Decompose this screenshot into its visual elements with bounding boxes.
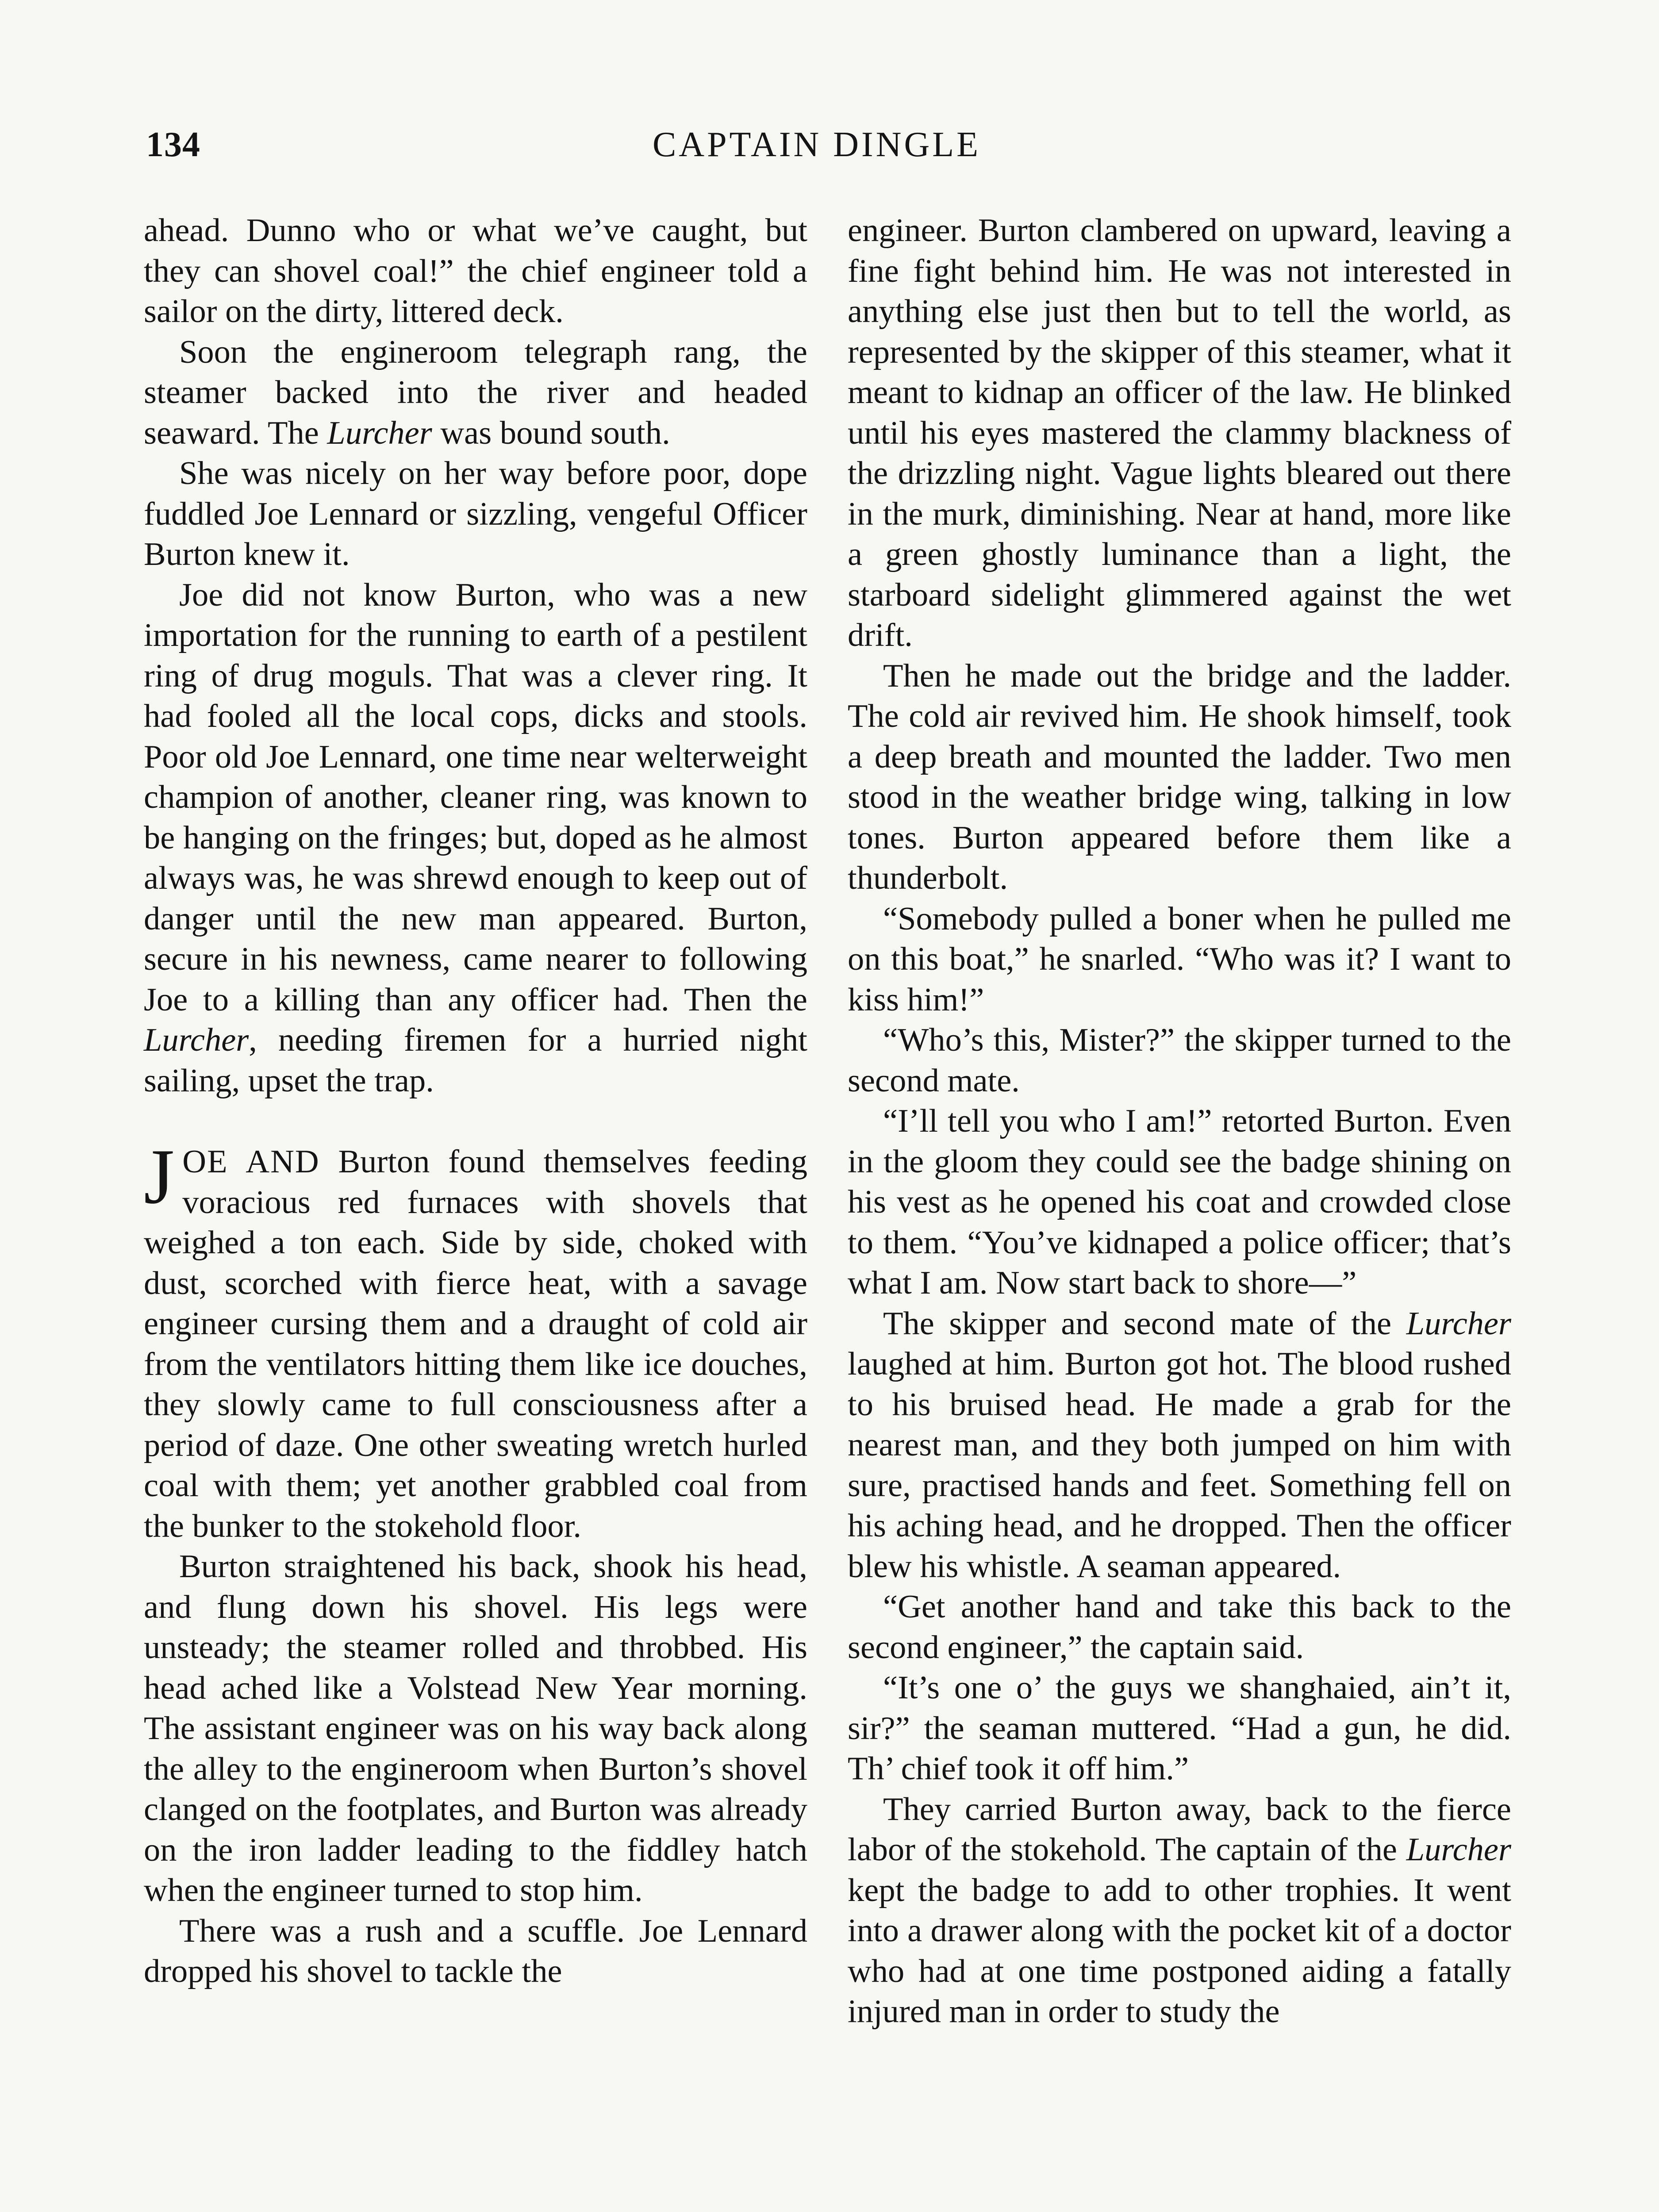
running-title: CAPTAIN DINGLE bbox=[653, 125, 981, 164]
paragraph bbox=[144, 332, 807, 454]
right-column bbox=[848, 211, 1511, 2032]
ship-name: Lurcher bbox=[327, 415, 432, 451]
paragraph-text: kept the badge to add to other trophies. It went into a drawer along with the pocket kit of a doctor who had at one time postponed aiding a fatally injured man in order to study the bbox=[848, 1872, 1511, 2030]
paragraph bbox=[848, 1790, 1511, 2032]
small-caps-lead: OE AND bbox=[182, 1144, 320, 1180]
ship-name: Lurcher bbox=[1406, 1832, 1511, 1868]
paragraph-text: They carried Burton away, back to the fierce labor of the stokehold. The captain of the bbox=[848, 1791, 1511, 1868]
paragraph-text: Burton found themselves feeding voracious red furnaces with shovels that weighed a ton each. Side by side, choked with dust, scorched with fierce heat, with a savage engineer cursing them and a draught of cold air from the ventilators hitting them like ice douches, they slowly came to full consciousness after a period of daze. One other sweating wretch hurled coal with them; yet another grabbled coal from the bunker to the stokehold floor. bbox=[144, 1144, 807, 1544]
paragraph-text: Soon the engineroom telegraph rang, the steamer backed into the river and headed seaward. The bbox=[144, 334, 807, 451]
paragraph-text: The skipper and second mate of the bbox=[883, 1305, 1406, 1342]
paragraph-text: Joe did not know Burton, who was a new importation for the running to earth of a pestilent ring of drug moguls. That was a clever ring. It had fooled all the local cops, dicks and stools. Poor old Joe Lennard, one time near welterweight champion of another, cleaner ring, was known to be hanging on the fringes; but, doped as he almost always was, he was shrewd enough to keep out of danger until the new man appeared. Burton, secure in his newness, came nearer to following Joe to a killing than any officer had. Then the bbox=[144, 576, 807, 1018]
ship-name: Lurcher bbox=[1406, 1305, 1511, 1342]
paragraph: “Somebody pulled a boner when he pulled me on this boat,” he snarled. “Who was it? I want to kiss him!” bbox=[848, 900, 1511, 1018]
paragraph: “Who’s this, Mister?” the skipper turned to the second mate. bbox=[848, 1022, 1511, 1099]
ship-name: Lurcher bbox=[144, 1022, 249, 1058]
paragraph: “It’s one o’ the guys we shanghaied, ain’t it, sir?” the seaman muttered. “Had a gun, he did. Th’ chief took it off him.” bbox=[848, 1670, 1511, 1787]
paragraph: Burton straightened his back, shook his head, and flung down his shovel. His legs were unsteady; the steamer rolled and throbbed. His head ached like a Volstead New Year morning. The assistant engineer was on his way back along the alley to the engineroom when Burton’s shovel clanged on the footplates, and Burton was already on the iron ladder leading to the fiddley hatch when the engineer turned to stop him. bbox=[144, 1548, 807, 1909]
page-number: 134 bbox=[146, 125, 200, 164]
paragraph: ahead. Dunno who or what we’ve caught, but they can shovel coal!” the chief engineer told a sailor on the dirty, littered deck. bbox=[144, 212, 807, 330]
paragraph: “I’ll tell you who I am!” retorted Burton. Even in the gloom they could see the badge shining on his vest as he opened his coat and crowded close to them. “You’ve kidnaped a police officer; that’s what I am. Now start back to shore—” bbox=[848, 1103, 1511, 1301]
paragraph: engineer. Burton clambered on upward, leaving a fine fight behind him. He was not interested in anything else just then but to tell the world, as represented by the skipper of this steamer, what it meant to kidnap an officer of the law. He blinked until his eyes mastered the clammy blackness of the drizzling night. Vague lights bleared out there in the murk, diminishing. Near at hand, more like a green ghostly luminance than a light, the starboard sidelight glimmered against the wet drift. bbox=[848, 212, 1511, 653]
paragraph bbox=[144, 575, 807, 1102]
section-opening-paragraph bbox=[144, 1133, 807, 1547]
paragraph: Then he made out the bridge and the ladder. The cold air revived him. He shook himself, took a deep breath and mounted the ladder. Two men stood in the weather bridge wing, talking in low tones. Burton appeared before them like a thunderbolt. bbox=[848, 657, 1511, 896]
paragraph: There was a rush and a scuffle. Joe Lennard dropped his shovel to tackle the bbox=[144, 1912, 807, 1989]
paragraph-text: was bound south. bbox=[432, 415, 670, 451]
paragraph bbox=[848, 1304, 1511, 1587]
paragraph-text: laughed at him. Burton got hot. The blood rushed to his bruised head. He made a grab for the nearest man, and they both jumped on him with sure, practised hands and feet. Something fell on his aching head, and he dropped. Then the officer blew his whistle. A seaman appeared. bbox=[848, 1346, 1511, 1585]
paragraph-text: , needing firemen for a hurried night sailing, upset the trap. bbox=[144, 1022, 807, 1099]
drop-cap: J bbox=[144, 1133, 175, 1220]
left-column bbox=[144, 211, 807, 1992]
paragraph: “Get another hand and take this back to the second engineer,” the captain said. bbox=[848, 1589, 1511, 1666]
paragraph: She was nicely on her way before poor, dope fuddled Joe Lennard or sizzling, vengeful Officer Burton knew it. bbox=[144, 455, 807, 572]
